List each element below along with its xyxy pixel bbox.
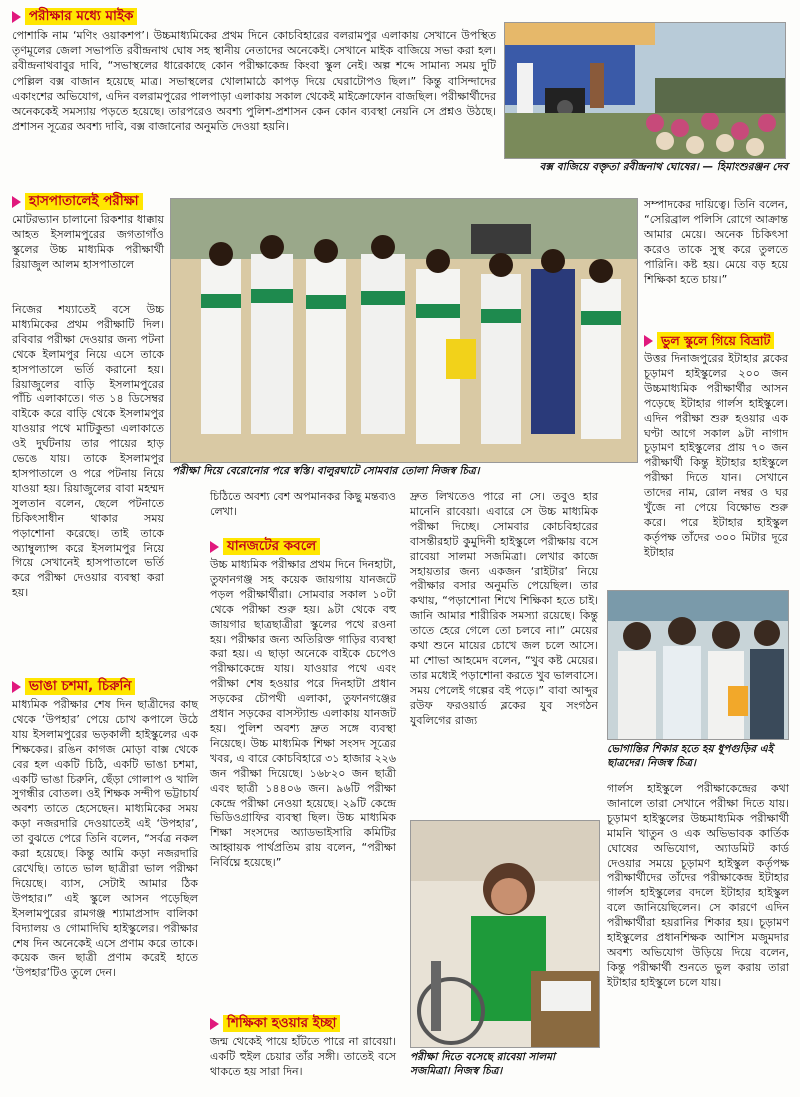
triangle-right-icon (644, 335, 653, 347)
section-title: পরীক্ষার মধ্যে মাইক (25, 8, 137, 25)
section-title: ভুল স্কুলে গিয়ে বিভ্রাট (657, 332, 774, 349)
section-traffic-jam (210, 538, 396, 871)
section-heading (644, 332, 788, 349)
section-heading (12, 8, 496, 25)
photo-boys-students (607, 590, 789, 740)
section-title: ভাঙা চশমা, চিরুনি (25, 678, 135, 695)
section-title: যানজটের কবলে (223, 538, 320, 555)
article-body-continued: নিজের শয্যাতেই বসে উচ্চ মাধ্যমিকের প্রথম পরীক্ষাটি দিল। রবিবার পরীক্ষা দেওয়ার জন্য পটনা থেকে ইলামপুর নিয়ে এসে তাকে হাসপাতালে ভর্তি করানো হয়। রিয়াজুলের বাড়ি ইসলামপুরের পাঁচি এলাকাতে। গত ১৪ ডিসেম্বর বাইকে করে বাড়ি থেকে ইসলামপুর যাওয়ার পথে মাটিকুন্ডা এলাকাতে ওই দুর্ঘটনায় তার পায়ের হাড় ভেঙে যায়। তাকে ইসলামপুর হাসপাতালে ও পরে পটনায় নিয়ে যাওয়া হয়। রিয়াজুলের বাবা মহম্মদ সুলতান বলেন, ছেলে পটনাতে চিকিৎসাধীন থাকার সময় পড়াশোনা করেছে। তাই তাকে অ্যাম্বুল্যান্স করে ইসলামপুর নিয়ে গিয়ে সেখানেই হাসপাতালে ভর্তি করে পরীক্ষা দেওয়ার ব্যবস্থা করা হয়। (12, 303, 164, 600)
section-title: হাসপাতালেই পরীক্ষা (25, 193, 143, 210)
section-teacher-wish (210, 1015, 396, 1080)
section-heading (210, 1015, 396, 1032)
article-body-continued: গার্লস হাইস্কুলে পরীক্ষাকেন্দ্রের কথা জানালে তারা সেখানে পরীক্ষা দিতে যায়। চূড়ামণ হাইস্কুলের উচ্চমাধ্যমিক পরীক্ষার্থী মামনি খাতুন ও এক অভিভাবক কার্তিক ঘোষের অভিযোগ, অ্যাডমিট কার্ড দেওয়ার সময়ে চূড়ামণ হাইস্কুল কর্তৃপক্ষ পরীক্ষার্থীদের তাঁদের পরীক্ষাকেন্দ্র ইটাহার গার্লস হাইস্কুলের বদলে ইটাহার হাইস্কুল বলে জানিয়েছিলেন। সে কারণে এদিন পরীক্ষার্থীরা হয়রানির শিকার হয়। চূড়ামণ হাইস্কুলের প্রধানশিক্ষক আশিস মজুমদার অবশ্য অভিযোগ উড়িয়ে দিয়ে বলেন, কিন্তু পরীক্ষার্থী শুনতে ভুল করায় তারা ইটাহার হাইস্কুলে চলে যায়। (607, 782, 789, 989)
article-body: মাধ্যমিক পরীক্ষার শেষ দিন ছাত্রীদের কাছ থেকে ‘উপহার’ পেয়ে চোখ কপালে উঠে যায় ইসলামপুরের ভড়কালী হাইস্কুলের এক শিক্ষকের। রঙিন কাগজ মোড়া বাক্স থেকে বের হল একটি চিঠি, একটি ভাঙা চশমা, একটি ভাঙা চিরুনি, ছেঁড়া গোলাপ ও খালি সুগন্ধীর বোতল। ওই শিক্ষক সন্দীপ ভট্টাচার্য অবশ্য তাতে হেসেছেন। মাধ্যমিকের সময় কড়া নজরদারি দেওয়াতেই এই ‘উপহার’, তা বুঝতে পেরে তিনি বলেন, “সর্বত্র নকল করা হয়েছে। কিন্তু আমি কড়া নজরদারি রেখেছি। তাতে ভাল ছাত্রীরা ভাল পরীক্ষা দিয়েছে। ব্যাস, সেটাই আমার ঠিক উপহার।” এই স্কুলে আসন পড়েছিল ইসলামপুরের রামগঞ্জ শ্যামাপ্রসাদ বালিকা বিদ্যালয় ও গোমাদিঘি হাইস্কুলের। পরীক্ষার শেষ দিন অনেকেই এসে প্রণাম করে তাকে। কয়েক জন ছাত্রী প্রণাম করেই হাতে ‘উপহার’টিও তুলে দেন। (12, 698, 198, 980)
section-heading (12, 678, 198, 695)
article-body: উচ্চ মাধ্যমিক পরীক্ষার প্রথম দিনে দিনহাটা, তুফানগঞ্জ সহ কয়েক জায়গায় যানজটে পড়ল পরীক্ষার্থীরা। সোমবার সকাল ১০টা থেকে পরীক্ষা শুরু হয়। ৯টা থেকে বহু জায়গার ছাত্রছাত্রীরা স্কুলের পথে রওনা হয়। পরীক্ষার জন্য অতিরিক্ত গাড়ির ব্যবস্থা করা হয়। এ ছাড়া অনেকে বাইকে চেপেও পরীক্ষাকেন্দ্রে যায়। যাওয়ার পথে এবং পরীক্ষা শেষ হওয়ার পরে দিনহাটা প্রধান সড়কের চৌপথী এলাকা, তুফানগঞ্জের প্রধান সড়কের বাসস্ট্যান্ড এলাকায় যানজট হয়। পুলিশ অবশ্য দ্রুত সঙ্গে ব্যবস্থা নিয়েছে। উচ্চ মাধ্যমিক শিক্ষা সংসদ সূত্রের খবর, এ বারে কোচবিহারে ৩১ হাজার ২২৬ জন পরীক্ষা দিয়েছে। ১৬৮২০ জন ছাত্রী এবং ছাত্রী ১৪৪০৬ জন। ৯৬টি পরীক্ষা কেন্দ্রে পরীক্ষা নেওয়া হয়েছে। ২৯টি কেন্দ্রে ভিডিওগ্রাফির ব্যবস্থা ছিল। উচ্চ মাধ্যমিক শিক্ষা সংসদের অ্যাডভাইসারি কমিটির আহ্বায়ক পার্থপ্রতিম রায় বলেন, “পরীক্ষা নির্বিঘ্নে হয়েছে।” (210, 558, 396, 870)
triangle-right-icon (12, 11, 21, 23)
photo-caption: বক্স বাজিয়ে বক্তৃতা রবীন্দ্রনাথ ঘোষের। — হিমাংশুরঞ্জন দেব (539, 161, 788, 173)
section-title: শিক্ষিকা হওয়ার ইচ্ছা (223, 1015, 340, 1032)
photo-students-after-exam (170, 198, 638, 463)
photo-caption: পরীক্ষা দিতে বসেছে রাবেয়া সালমা সজমিত্রা। নিজস্ব চিত্র। (410, 1051, 556, 1077)
triangle-right-icon (12, 681, 21, 693)
section-broken-glasses (12, 678, 198, 981)
photo-caption: ভোগান্তির শিকার হতে হয় ধূপগুড়ির এই ছাত্রদের। নিজস্ব চিত্র। (607, 743, 774, 769)
article-body-continued: দ্রুত লিখতেও পারে না সে। তবুও হার মানেনি রাবেয়া। এবারে সে উচ্চ মাধ্যমিক পরীক্ষা দিচ্ছে। সোমবার কোচবিহারের বাসন্তীরহাট কুমুদিনী হাইস্কুলে পরীক্ষায় বসে রাবেয়া সালমা সজমিত্রা। লেখার কাজে সহায়তার জন্য একজন ‘রাইটার’ নিয়ে পরীক্ষার বসার অনুমতি পেয়েছিল। তার কথায়, “পড়াশোনা শিখে শিক্ষিকা হতে চাই। জানি আমার শারীরিক সমস্যা রয়েছে। কিন্তু তাতে হেরে গেলে তো চলবে না।” মেয়ের কথা শুনে মায়ের চোখে জল চলে আসে। মা শোভা আহমেদ বলেন, “খুব কষ্ট মেয়ের। তার মধ্যেই পড়াশোনা করতে খুব ভালবাসে। সময় পেলেই গল্পের বই পড়ে।” বাবা আব্দুর রউফ ফরওয়ার্ড ব্লকের যুব সংগঠন যুবলিগের রাজ্য (410, 490, 598, 727)
photo-rabeya-wheelchair (410, 820, 600, 1048)
photo-caption: পরীক্ষা দিয়ে বেরোনোর পরে স্বস্তি। বালুরঘাটে সোমবার তোলা নিজস্ব চিত্র। (172, 465, 480, 477)
section-heading (12, 193, 164, 210)
article-body: সম্পাদকের দায়িত্বে। তিনি বলেন, “সেরিব্রাল পলিসি রোগে আক্রান্ত আমার মেয়ে। অনেক চিকিৎসা করেও তাকে সুস্থ করে তুলতে পারিনি। কষ্ট হয়। মেয়ে বড় হয়ে শিক্ষিকা হতে চায়।” (644, 198, 788, 286)
section-mic (12, 8, 496, 134)
article-body: মোটরভ্যান চালানো রিকশার ধাক্কায় আহত ইসলামপুরের জগতাগাঁও স্কুলের উচ্চ মাধ্যমিক পরীক্ষার্থী রিয়াজুল আলম হাসপাতালে (12, 213, 164, 271)
triangle-right-icon (210, 1018, 219, 1030)
article-body: পোশাকি নাম ‘মণিং ওয়াকশপ’। উচ্চমাধ্যমিকের প্রথম দিনে কোচবিহারের বলরামপুর এলাকায় সেখানে উপস্থিত তৃণমূলের জেলা সভাপতি রবীন্দ্রনাথ ঘোষ সহ স্থানীয় নেতাদের অনেকেই। সেখানে মাইক বাজিয়ে সভা করা হল। রবীন্দ্রনাথবাবুর দাবি, “সভাস্থলের ধারেকাছে কোন পরীক্ষাকেন্দ্র কিংবা স্কুল নেই। অল্প শব্দে সামান্য সময় দুটি পেল্লিল বক্স বাজান হয়েছে মাত্র। সভাস্থলের খোলামাঠে কাপড় দিয়ে ঘেরাটোপও ছিল।” কিন্তু বাসিন্দাদের একাংশের অভিযোগ, এদিন বলরামপুরের পালপাড়া এলাকায় সকাল থেকেই মাইক্রোফোন বাজছিল। পরীক্ষার্থীদের অনেককেই সমস্যায় পড়তে হয়েছে। তারপরেও অবশ্য পুলিশ-প্রশাসন কেন কোন ব্যবস্থা নেয়নি সে প্রশ্নও উঠছে। প্রশাসন সূত্রের অবশ্য দাবি, বক্স বাজানোর অনুমতি দেওয়া হয়নি। (12, 29, 496, 134)
triangle-right-icon (210, 541, 219, 553)
photo-stage-speech (504, 22, 786, 159)
triangle-right-icon (12, 196, 21, 208)
article-body: জন্ম থেকেই পায়ে হাঁটতে পারে না রাবেয়া। একটি হুইল চেয়ার তাঁর সঙ্গী। তাতেই বসে থাকতে হয় সারা দিন। (210, 1035, 396, 1078)
article-body: উত্তর দিনাজপুরের ইটাহার ব্লকের চূড়ামণ হাইস্কুলের ২০০ জন উচ্চমাধ্যমিক পরীক্ষার্থীর আসন পড়েছে ইটাহার গার্লস হাইস্কুলে। এদিন পরীক্ষা শুরু হওয়ার এক ঘণ্টা আগে সকাল ৯টা নাগাদ চূড়ামণ হাইস্কুলের প্রায় ৭০ জন পরীক্ষার্থী কিন্তু ইটাহার হাইস্কুলে পরীক্ষা দিতে যান। সেখানে তাদের নাম, রোল নম্বর ও ঘর খুঁজে না পেয়ে বিক্ষোভ শুরু করে। পরে ইটাহার হাইস্কুল কর্তৃপক্ষ তাঁদের ৩০০ মিটার দূরে ইটাহার (644, 352, 788, 559)
article-body-continued: চিঠিতে অবশ্য বেশ অপমানকর কিছু মন্তব্যও লেখা। (210, 490, 396, 518)
section-hospital (12, 193, 164, 273)
section-heading (210, 538, 396, 555)
section-wrong-school (644, 332, 788, 561)
